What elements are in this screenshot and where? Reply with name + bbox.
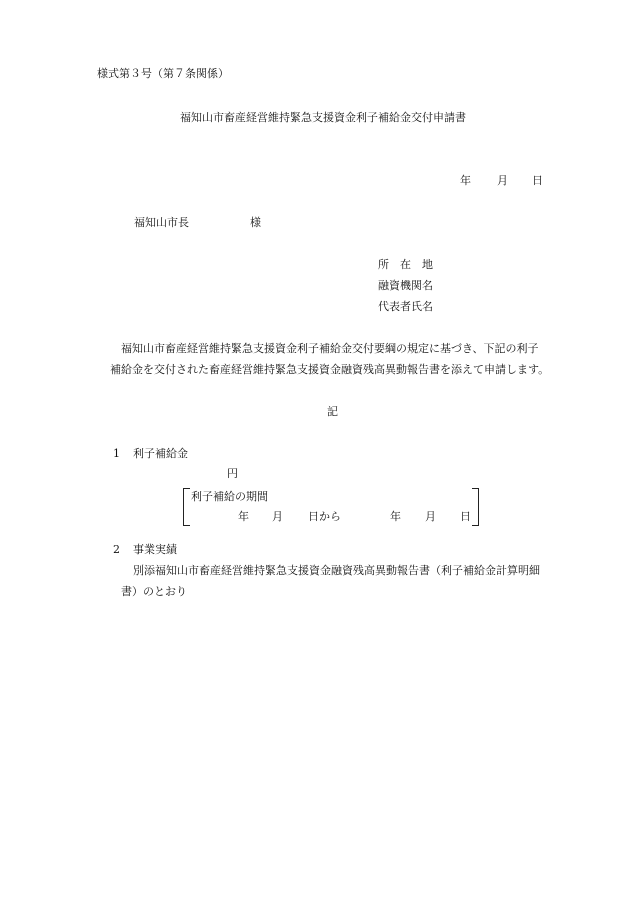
applicant-address-label: 所 在 地 (378, 258, 433, 271)
ki-heading: 記 (327, 405, 338, 418)
period-bracket-right (472, 488, 479, 526)
addressee-honorific: 様 (250, 216, 261, 229)
body-line-1: 福知山市畜産経営維持緊急支援資金利子補給金交付要綱の規定に基づき、下記の利子 (121, 342, 539, 355)
period-from-day: 日から (308, 510, 341, 523)
period-from-month: 月 (272, 510, 283, 523)
applicant-institution-label: 融資機関名 (378, 279, 433, 292)
item-2-number: 2 (113, 543, 120, 556)
item-1-label: 利子補給金 (133, 447, 188, 460)
period-bracket-left (183, 488, 190, 526)
date-year: 年 (460, 174, 471, 187)
date-month: 月 (497, 174, 508, 187)
period-to-month: 月 (425, 510, 436, 523)
date-day: 日 (532, 174, 543, 187)
form-number: 様式第３号（第７条関係） (97, 67, 229, 80)
item-1-number: 1 (113, 447, 120, 460)
body-line-2: 補給金を交付された畜産経営維持緊急支援資金融資残高異動報告書を添えて申請します。 (110, 363, 550, 376)
item-2-label: 事業実績 (133, 543, 177, 556)
yen-unit: 円 (227, 467, 238, 480)
item-2-line-1: 別添福知山市畜産経営維持緊急支援資金融資残高異動報告書（利子補給金計算明細 (133, 564, 540, 577)
item-2-line-2: 書）のとおり (121, 585, 187, 598)
period-to-day: 日 (460, 510, 471, 523)
period-to-year: 年 (390, 510, 401, 523)
applicant-representative-label: 代表者氏名 (378, 300, 433, 313)
period-from-year: 年 (238, 510, 249, 523)
period-label: 利子補給の期間 (191, 490, 268, 503)
addressee-name: 福知山市長 (134, 216, 189, 229)
document-title: 福知山市畜産経営維持緊急支援資金利子補給金交付申請書 (180, 111, 466, 124)
